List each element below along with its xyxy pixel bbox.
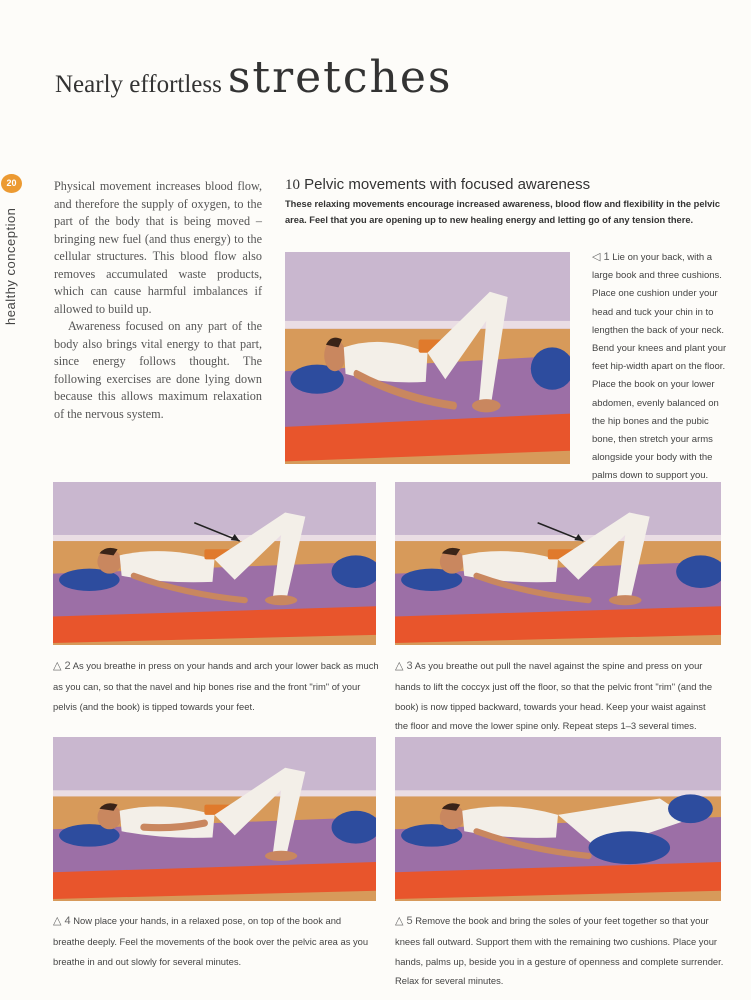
step-2-text: As you breathe in press on your hands and arch your lower back as much as you can, so that the navel and hip bones rise and the front "rim" of your pelvis (and the book) is tipped towards your feet.: [53, 660, 379, 712]
skirting: [53, 790, 376, 796]
step-5-photo: [395, 737, 721, 901]
skirting: [53, 535, 376, 541]
wall: [395, 482, 721, 543]
step-3-photo: [395, 482, 721, 645]
step-4-caption: [53, 911, 371, 971]
page-number-badge: 20: [1, 174, 22, 193]
feet: [472, 399, 501, 412]
intro-paragraph-2: Awareness focused on any part of the body also brings vital energy to that part, since energy follows thought. The following exercises are done lying down because this allows maximum relaxation of the nervous system.: [54, 319, 262, 421]
section-number: 10: [285, 177, 300, 193]
intro-paragraph-1: Physical movement increases blood flow, and therefore the supply of oxygen, to the part of the body that is being moved – bringing new fuel (and thus energy) to the cellular structures. This blood flow also removes accumulated waste products, which can cause harmful imbalances if allowed to build up.: [54, 179, 262, 316]
feet: [265, 851, 297, 861]
step-2-marker: △ 2: [53, 660, 71, 672]
step-5-marker: △ 5: [395, 915, 413, 927]
step-3-caption: [395, 656, 715, 736]
knee-cushion: [589, 831, 671, 864]
wall: [395, 737, 721, 799]
wall: [285, 252, 570, 332]
step-4-text: Now place your hands, in a relaxed pose, on top of the book and breathe deeply. Feel the movements of the book over the pelvic area as you breathe in and out slowly for several minutes.: [53, 915, 369, 967]
step-3-marker: △ 3: [395, 660, 413, 672]
skirting: [395, 535, 721, 541]
step-4-marker: △ 4: [53, 915, 71, 927]
title-large: stretches: [227, 52, 453, 103]
step-5-text: Remove the book and bring the soles of your feet together so that your knees fall outward. Support them with the remaining two cushions. Place your hands, palms up, beside you in a gesture of openness and complete surrender. Relax for several minutes.: [395, 915, 724, 987]
step-1-photo: [285, 252, 570, 464]
skirting: [395, 790, 721, 796]
title-small: Nearly effortless: [55, 71, 222, 98]
intro-text: [54, 178, 262, 423]
section-lead: These relaxing movements encourage increased awareness, blood flow and flexibility in the pelvic area. Feel that you are opening up to new healing energy and letting go of any tension there.: [285, 199, 721, 225]
page-title: [55, 52, 452, 103]
skirting: [285, 321, 570, 329]
feet: [609, 595, 642, 605]
step-1-marker: ◁ 1: [592, 251, 610, 263]
step-3-text: As you breathe out pull the navel against the spine and press on your hands to lift the coccyx just off the floor, so that the pelvic front "rim" (and the book) is now tipped backward, towards your head. Keep your waist against the floor and move the lower spine only. Repeat steps 1–3 several times.: [395, 660, 713, 732]
feet: [265, 595, 297, 605]
step-4-photo: [53, 737, 376, 901]
step-2-caption: [53, 656, 381, 716]
wall: [53, 737, 376, 799]
section-side-label: healthy conception: [3, 207, 18, 325]
wall: [53, 482, 376, 543]
section-heading: [285, 176, 590, 194]
step-1-text: Lie on your back, with a large book and three cushions. Place one cushion under your head and tuck your chin in to lengthen the back of your neck. Bend your knees and plant your feet hip-width apart on the floor. Place the book on your lower abdomen, evenly balanced on the hip bones and the pubic bone, then stretch your arms alongside your body with the palms down to support you.: [592, 252, 727, 482]
section-title: Pelvic movements with focused awareness: [304, 176, 591, 193]
step-5-caption: [395, 911, 725, 991]
step-1-caption: [592, 248, 732, 486]
knee-cushion-2: [668, 794, 713, 823]
step-2-photo: [53, 482, 376, 645]
